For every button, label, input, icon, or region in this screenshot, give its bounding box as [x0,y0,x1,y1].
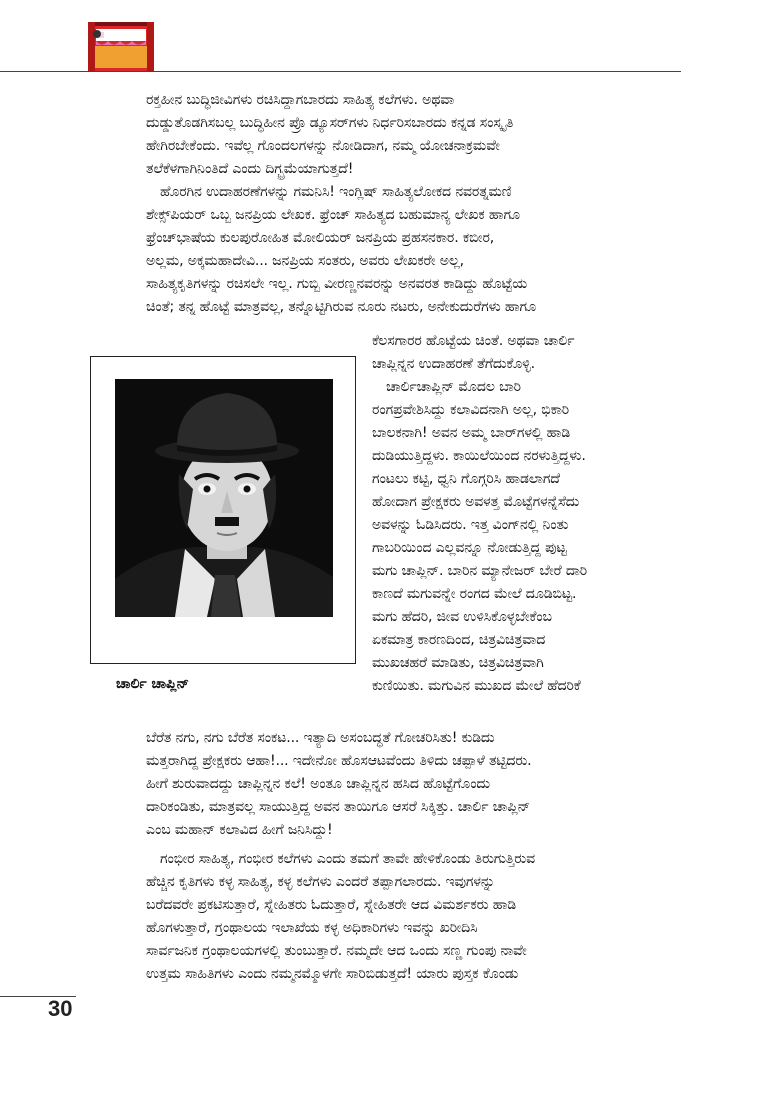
charlie-chaplin-portrait [115,379,333,617]
text-line: ಶೇಕ್ಸ್‌ಪಿಯರ್ ಒಬ್ಬ ಜನಪ್ರಿಯ ಲೇಖಕ. ಫ್ರೆಂಚ್ ಸಾಹಿತ್ಯದ ಬಹುಮಾನ್ಯ ಲೇಖಕ ಹಾಗೂ [146,207,521,223]
text-line: ತಲೆಕೆಳಗಾಗಿನಿಂತಿದೆ ಎಂದು ದಿಗ್ಭ್ರಮೆಯಾಗುತ್ತದೆ! [146,161,354,177]
text-line: ಮಗು ಹೆದರಿ, ಜೀವ ಉಳಿಸಿಕೊಳ್ಳಬೇಕೆಂಬ [372,609,552,625]
text-line: ಗಾಬರಿಯಿಂದ ಎಲ್ಲವನ್ನೂ ನೋಡುತ್ತಿದ್ದ ಪುಟ್ಟ [372,540,567,556]
text-line: ಎಂಬ ಮಹಾನ್ ಕಲಾವಿದ ಹೀಗೆ ಜನಿಸಿದ್ದು! [146,822,333,838]
text-line: ಅವಳನ್ನು ಓಡಿಸಿದರು. ಇತ್ತ ವಿಂಗ್‌ನಲ್ಲಿ ನಿಂತು [372,517,569,533]
text-line: ದುಡಿಯುತ್ತಿದ್ದಳು. ಕಾಯಿಲೆಯಿಂದ ನರಳುತ್ತಿದ್ದಳು. [372,448,586,464]
text-line: ಹೆಚ್ಚಿನ ಕೃತಿಗಳು ಕಳ್ಳ ಸಾಹಿತ್ಯ, ಕಳ್ಳ ಕಲೆಗಳು ಎಂದರೆ ತಪ್ಪಾಗಲಾರದು. ಇವುಗಳನ್ನು [146,874,495,890]
header-rule [0,71,681,72]
text-line: ಹೋದಾಗ ಪ್ರೇಕ್ಷಕರು ಅವಳತ್ತ ಮೊಟ್ಟೆಗಳನ್ನೆಸೆದು [372,494,580,510]
text-line: ಗಂಟಲು ಕಟ್ಟಿ, ಧ್ವನಿ ಗೊಗ್ಗರಿಸಿ ಹಾಡಲಾಗದೆ [372,471,560,487]
text-line: ಅಲ್ಲಮ, ಅಕ್ಕಮಹಾದೇವಿ... ಜನಪ್ರಿಯ ಸಂತರು, ಅವರು ಲೇಖಕರೇ ಅಲ್ಲ, [146,253,464,269]
text-line: ಸಾರ್ವಜನಿಕ ಗ್ರಂಥಾಲಯಗಳಲ್ಲಿ ತುಂಬುತ್ತಾರೆ. ನಮ್ಮದೇ ಆದ ಒಂದು ಸಣ್ಣ ಗುಂಪು ನಾವೇ [146,943,527,959]
figure-caption: ಚಾರ್ಲಿ ಚಾಪ್ಲಿನ್ [116,676,190,692]
text-line: ಹೊರಗಿನ ಉದಾಹರಣೆಗಳನ್ನು ಗಮನಿಸಿ! ಇಂಗ್ಲಿಷ್ ಸಾಹಿತ್ಯಲೋಕದ ನವರತ್ನಮಣಿ [160,184,512,200]
text-line: ರಂಗಪ್ರವೇಶಿಸಿದ್ದು ಕಲಾವಿದನಾಗಿ ಅಲ್ಲ, ಭಿಕಾರಿ [372,402,570,418]
theatre-curtain-icon [88,22,154,72]
text-line: ಏಕಮಾತ್ರ ಕಾರಣದಿಂದ, ಚಿತ್ರವಿಚಿತ್ರವಾದ [372,632,546,648]
text-line: ದುಡ್ಡುತೊಡಗಿಸಬಲ್ಲ ಬುದ್ಧಿಹೀನ ಪ್ರೊ ಡ್ಯೂಸರ್‌ಗಳು ನಿರ್ಧರಿಸಬಾರದು ಕನ್ನಡ ಸಂಸ್ಕೃತಿ [146,115,514,131]
text-line: ಕೆಲಸಗಾರರ ಹೊಟ್ಟೆಯ ಚಿಂತೆ. ಅಥವಾ ಚಾರ್ಲಿ [372,333,575,349]
text-line: ರಕ್ತಹೀನ ಬುದ್ಧಿಜೀವಿಗಳು ರಚಿಸಿದ್ದಾಗಬಾರದು ಸಾಹಿತ್ಯ ಕಲೆಗಳು. ಅಥವಾ [146,92,455,108]
text-line: ಮುಖಚಹರೆ ಮಾಡಿತು, ಚಿತ್ರವಿಚಿತ್ರವಾಗಿ [372,655,544,671]
text-line: ಬರೆದವರೇ ಪ್ರಕಟಿಸುತ್ತಾರೆ, ಸ್ನೇಹಿತರು ಓದುತ್ತಾರೆ, ಸ್ನೇಹಿತರೇ ಆದ ವಿಮರ್ಶಕರು ಹಾಡಿ [146,897,517,913]
page-number: 30 [48,996,73,1021]
text-line: ಮಗು ಚಾಪ್ಲಿನ್. ಬಾರಿನ ಮ್ಯಾನೇಜರ್ ಬೇರೆ ದಾರಿ [372,563,588,579]
text-line: ಬಾಲಕನಾಗಿ! ಅವನ ಅಮ್ಮ ಬಾರ್‌ಗಳಲ್ಲಿ ಹಾಡಿ [372,425,571,441]
text-line: ಕಾಣದೆ ಮಗುವನ್ನೇ ರಂಗದ ಮೇಲೆ ದೂಡಿಬಿಟ್ಟ. [372,586,577,602]
text-line: ಚಿಂತೆ; ತನ್ನ ಹೊಟ್ಟೆ ಮಾತ್ರವಲ್ಲ, ತನ್ನೊಟ್ಟಿಗಿರುವ ನೂರು ನಟರು, ಅನೇಕುದುರೆಗಳು ಹಾಗೂ [146,299,537,315]
text-line: ಗಂಭೀರ ಸಾಹಿತ್ಯ, ಗಂಭೀರ ಕಲೆಗಳು ಎಂದು ತಮಗೆ ತಾವೇ ಹೇಳಿಕೊಂಡು ತಿರುಗುತ್ತಿರುವ [160,851,536,867]
text-line: ಹೀಗೆ ಶುರುವಾದದ್ದು ಚಾಪ್ಲಿನ್ನನ ಕಲೆ! ಅಂತೂ ಚಾಪ್ಲಿನ್ನನ ಹಸಿದ ಹೊಟ್ಟೆಗೊಂದು [146,776,490,792]
text-line: ಕುಣಿಯಿತು. ಮಗುವಿನ ಮುಖದ ಮೇಲೆ ಹೆದರಿಕೆ [372,678,581,694]
text-line: ಫ್ರೆಂಚ್‌ಭಾಷೆಯ ಕುಲಪುರೋಹಿತ ಮೋಲಿಯರ್ ಜನಪ್ರಿಯ ಪ್ರಹಸನಕಾರ. ಕಬೀರ, [146,230,495,246]
text-line: ಹೊಗಳುತ್ತಾರೆ, ಗ್ರಂಥಾಲಯ ಇಲಾಖೆಯ ಕಳ್ಳ ಅಧಿಕಾರಿಗಳು ಇವನ್ನು ಖರೀದಿಸಿ [146,920,478,936]
text-line: ಉತ್ತಮ ಸಾಹಿತಿಗಳು ಎಂದು ನಮ್ಮನಮ್ಮೊಳಗೇ ಸಾರಿಬಿಡುತ್ತದೆ! ಯಾರು ಪುಸ್ತಕ ಕೊಂಡು [146,966,519,982]
text-line: ಸಾಹಿತ್ಯಕೃತಿಗಳನ್ನು ರಚಿಸಲೇ ಇಲ್ಲ. ಗುಬ್ಬಿ ವೀರಣ್ಣನವರನ್ನು ಅನವರತ ಕಾಡಿದ್ದು ಹೊಟ್ಟೆಯ [146,276,528,292]
text-line: ಚಾರ್ಲಿಚಾಪ್ಲಿನ್ ಮೊದಲ ಬಾರಿ [386,379,521,395]
photo-frame [90,356,356,664]
text-line: ಹೇಗಿರಬೇಕೆಂದು. ಇವೆಲ್ಲ ಗೊಂದಲಗಳನ್ನು ನೋಡಿದಾಗ, ನಮ್ಮ ಯೋಚನಾಕ್ರಮವೇ [146,138,500,154]
text-line: ಬೆರೆತ ನಗು, ನಗು ಬೆರೆತ ಸಂಕಟ... ಇತ್ಯಾದಿ ಅಸಂಬದ್ಧತೆ ಗೋಚರಿಸಿತು! ಕುಡಿದು [146,730,495,746]
text-line: ಮತ್ತರಾಗಿದ್ದ ಪ್ರೇಕ್ಷಕರು ಆಹಾ!... ಇದೇನೋ ಹೊಸಆಟವೆಂದು ತಿಳಿದು ಚಪ್ಪಾಳೆ ತಟ್ಟಿದರು. [146,753,532,769]
text-line: ಚಾಪ್ಲಿನ್ನನ ಉದಾಹರಣೆ ತೆಗೆದುಕೊಳ್ಳಿ. [372,356,535,372]
text-line: ದಾರಿಕಂಡಿತು, ಮಾತ್ರವಲ್ಲ ಸಾಯುತ್ತಿದ್ದ ಅವನ ತಾಯಿಗೂ ಆಸರೆ ಸಿಕ್ಕಿತ್ತು. ಚಾರ್ಲಿ ಚಾಪ್ಲಿನ್ [146,799,531,815]
